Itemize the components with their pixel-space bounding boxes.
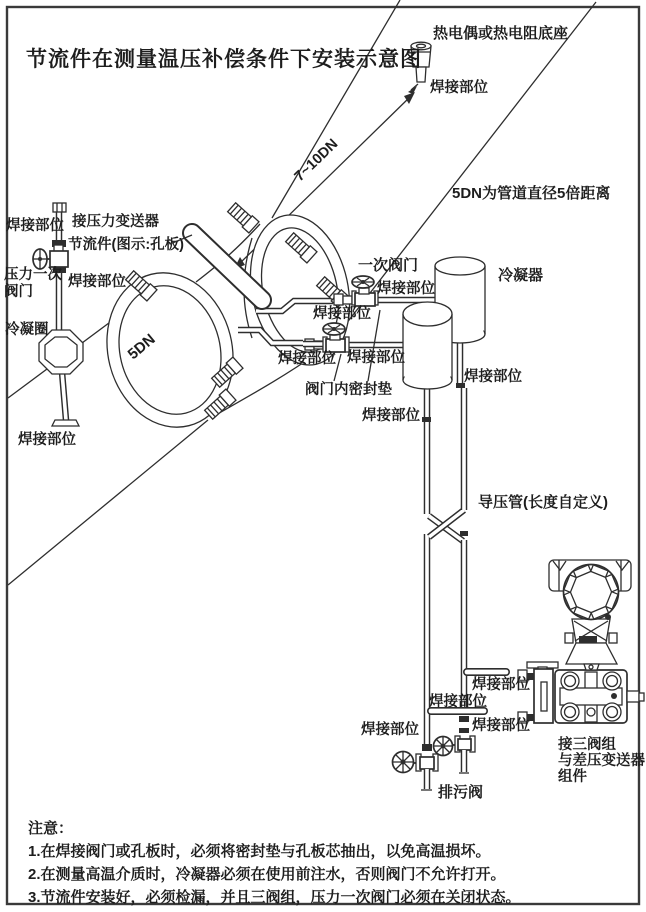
label-manifold-2: 与差压变送器 (558, 753, 645, 769)
page-title: 节流件在测量温压补偿条件下安装示意图 (26, 48, 422, 71)
pressure-primary-valve (33, 245, 68, 269)
label-weld-lower-valve-right: 焊接部位 (347, 350, 405, 366)
label-drain-valve: 排污阀 (438, 784, 484, 801)
label-condensing-ring: 冷凝圈 (5, 322, 49, 338)
label-weld-left-drain: 焊接部位 (361, 722, 419, 738)
label-valve-gasket: 阀门内密封垫 (305, 382, 392, 398)
diagram-frame (7, 7, 639, 904)
notes-line-1: 1.在焊接阀门或孔板时，必须将密封垫与孔板芯抽出，以免高温损坏。 (28, 843, 491, 860)
label-weld-back-stem: 焊接部位 (464, 369, 522, 385)
notes-heading: 注意： (28, 820, 74, 837)
label-primary-valve: 一次阀门 (358, 257, 419, 274)
drain-valve-right (434, 716, 476, 773)
handwheel-icon (434, 737, 453, 756)
label-dim-5dn: 5DN (124, 330, 159, 364)
label-manifold-1: 接三阀组 (558, 737, 616, 753)
drain-valve-left (393, 744, 439, 790)
label-weld-lower-valve-left: 焊接部位 (278, 351, 336, 367)
handwheel-icon (323, 323, 345, 335)
transmitter-cap (564, 565, 619, 621)
label-weld-upper-valve-left: 焊接部位 (313, 306, 371, 322)
handwheel-icon (393, 752, 414, 773)
label-weld-upper-valve-right: 焊接部位 (377, 281, 435, 297)
label-condenser: 冷凝器 (498, 267, 544, 284)
label-weld-tap-mid: 焊接部位 (68, 274, 126, 290)
label-weld-thermowell: 焊接部位 (430, 80, 488, 96)
weld-foot (52, 420, 79, 426)
label-weld-lower-branch: 焊接部位 (429, 694, 487, 710)
notes-line-2: 2.在测量高温介质时，冷凝器必须在使用前注水，否则阀门不允许打开。 (28, 866, 506, 883)
dp-transmitter (549, 560, 631, 670)
label-pressure-transmitter: 接压力变送器 (72, 214, 159, 230)
label-weld-tap-top: 焊接部位 (6, 218, 64, 234)
handwheel-icon (33, 249, 47, 269)
label-weld-right-drain: 焊接部位 (472, 718, 530, 734)
label-pressure-primary-1: 压力一次 (4, 267, 62, 283)
label-pressure-primary-2: 阀门 (4, 284, 33, 300)
label-weld-tap-bottom: 焊接部位 (18, 432, 76, 448)
weld-mark (422, 417, 431, 422)
condenser-front (403, 302, 452, 389)
label-thermowell: 热电偶或热电阻底座 (433, 25, 569, 42)
label-throttle: 节流件(图示:孔板) (68, 237, 184, 253)
handwheel-icon (352, 276, 374, 288)
label-dim-7-10dn: 7~10DN (291, 136, 342, 185)
notes-line-3: 3.节流件安装好，必须检漏，并且三阀组，压力一次阀门必须在关闭状态。 (28, 889, 521, 906)
notes-block (28, 819, 521, 907)
impulse-pipe-runs (427, 388, 468, 746)
label-impulse-pipe: 导压管(长度自定义) (478, 494, 608, 511)
label-manifold-3: 组件 (558, 769, 587, 785)
three-valve-manifold (518, 662, 644, 723)
label-note-5dn: 5DN为管道直径5倍距离 (452, 185, 611, 202)
label-weld-upper-branch: 焊接部位 (472, 677, 530, 693)
label-weld-front-stem: 焊接部位 (362, 408, 420, 424)
